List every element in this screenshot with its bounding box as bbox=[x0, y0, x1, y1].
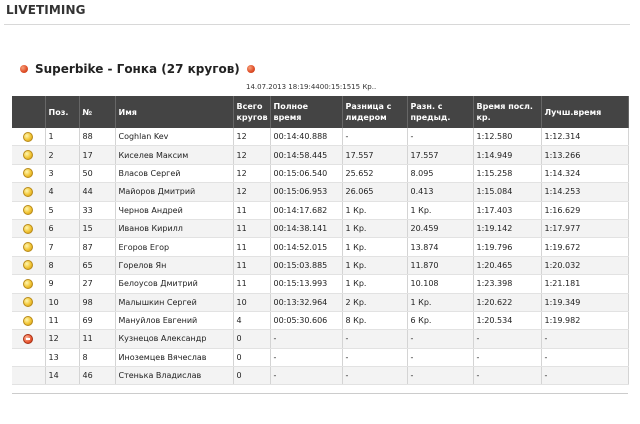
table-row bbox=[12, 201, 628, 219]
table-row bbox=[12, 330, 628, 348]
cell-number: 8 bbox=[79, 348, 115, 366]
cell-position: 13 bbox=[45, 348, 79, 366]
table-row bbox=[12, 238, 628, 256]
cell-position: 2 bbox=[45, 146, 79, 164]
cell-position: 12 bbox=[45, 330, 79, 348]
cell-total-time: 00:14:40.888 bbox=[270, 128, 342, 146]
cell-status bbox=[12, 219, 45, 237]
cell-total-time: 00:14:58.445 bbox=[270, 146, 342, 164]
cell-last-lap: 1:15.084 bbox=[473, 183, 541, 201]
cell-number: 69 bbox=[79, 311, 115, 329]
results-table bbox=[12, 96, 629, 385]
bullet-icon bbox=[20, 65, 28, 73]
cell-number: 46 bbox=[79, 367, 115, 385]
cell-total-laps: 0 bbox=[233, 367, 270, 385]
cell-last-lap: 1:19.796 bbox=[473, 238, 541, 256]
header-gap-leader: Разница с лидером bbox=[342, 96, 407, 128]
cell-best-lap: - bbox=[541, 367, 628, 385]
title-divider bbox=[4, 24, 630, 25]
cell-gap-previous: - bbox=[407, 348, 473, 366]
header-total-laps: Всего кругов bbox=[233, 96, 270, 128]
cell-last-lap: 1:19.142 bbox=[473, 219, 541, 237]
cell-gap-leader: 17.557 bbox=[342, 146, 407, 164]
cell-best-lap: 1:12.314 bbox=[541, 128, 628, 146]
cell-total-laps: 12 bbox=[233, 164, 270, 182]
finish-coin-icon bbox=[23, 132, 33, 142]
cell-gap-previous: 1 Кр. bbox=[407, 293, 473, 311]
cell-name: Майоров Дмитрий bbox=[115, 183, 233, 201]
cell-number: 65 bbox=[79, 256, 115, 274]
cell-name: Иванов Кирилл bbox=[115, 219, 233, 237]
cell-best-lap: 1:19.982 bbox=[541, 311, 628, 329]
cell-position: 10 bbox=[45, 293, 79, 311]
table-row bbox=[12, 146, 628, 164]
cell-name: Кузнецов Александр bbox=[115, 330, 233, 348]
cell-last-lap: 1:14.949 bbox=[473, 146, 541, 164]
finish-coin-icon bbox=[23, 187, 33, 197]
cell-total-laps: 12 bbox=[233, 146, 270, 164]
cell-gap-previous: 6 Кр. bbox=[407, 311, 473, 329]
cell-position: 4 bbox=[45, 183, 79, 201]
cell-total-time: 00:15:03.885 bbox=[270, 256, 342, 274]
cell-number: 17 bbox=[79, 146, 115, 164]
cell-number: 88 bbox=[79, 128, 115, 146]
header-name: Имя bbox=[115, 96, 233, 128]
cell-best-lap: 1:21.181 bbox=[541, 275, 628, 293]
cell-last-lap: 1:20.622 bbox=[473, 293, 541, 311]
cell-total-laps: 11 bbox=[233, 219, 270, 237]
cell-gap-previous: 13.874 bbox=[407, 238, 473, 256]
cell-number: 33 bbox=[79, 201, 115, 219]
cell-total-laps: 11 bbox=[233, 238, 270, 256]
cell-gap-leader: - bbox=[342, 348, 407, 366]
cell-gap-leader: 2 Кр. bbox=[342, 293, 407, 311]
cell-last-lap: - bbox=[473, 367, 541, 385]
cell-status bbox=[12, 238, 45, 256]
cell-gap-leader: 1 Кр. bbox=[342, 275, 407, 293]
cell-name: Малышкин Сергей bbox=[115, 293, 233, 311]
cell-total-time: - bbox=[270, 330, 342, 348]
cell-position: 11 bbox=[45, 311, 79, 329]
cell-best-lap: 1:17.977 bbox=[541, 219, 628, 237]
bullet-icon bbox=[247, 65, 255, 73]
cell-gap-leader: 1 Кр. bbox=[342, 201, 407, 219]
cell-best-lap: 1:16.629 bbox=[541, 201, 628, 219]
cell-total-time: - bbox=[270, 367, 342, 385]
cell-total-laps: 11 bbox=[233, 275, 270, 293]
cell-best-lap: 1:13.266 bbox=[541, 146, 628, 164]
header-last-lap: Время посл. кр. bbox=[473, 96, 541, 128]
finish-coin-icon bbox=[23, 224, 33, 234]
header-status bbox=[12, 96, 45, 128]
cell-gap-previous: 11.870 bbox=[407, 256, 473, 274]
cell-total-time: 00:14:52.015 bbox=[270, 238, 342, 256]
cell-name: Чернов Андрей bbox=[115, 201, 233, 219]
table-row bbox=[12, 348, 628, 366]
header-total-time: Полное время bbox=[270, 96, 342, 128]
table-row bbox=[12, 311, 628, 329]
cell-number: 15 bbox=[79, 219, 115, 237]
race-timestamp: 14.07.2013 18:19:4400:15:1515 Кр.. bbox=[246, 83, 377, 91]
header-position: Поз. bbox=[45, 96, 79, 128]
cell-last-lap: 1:20.465 bbox=[473, 256, 541, 274]
header-best-lap: Лучш.время bbox=[541, 96, 628, 128]
cell-best-lap: 1:14.253 bbox=[541, 183, 628, 201]
cell-gap-leader: 1 Кр. bbox=[342, 256, 407, 274]
cell-total-laps: 12 bbox=[233, 128, 270, 146]
retired-icon bbox=[23, 334, 33, 344]
results-header-row bbox=[12, 96, 628, 128]
cell-last-lap: - bbox=[473, 348, 541, 366]
cell-gap-leader: 1 Кр. bbox=[342, 219, 407, 237]
cell-status bbox=[12, 164, 45, 182]
cell-gap-previous: 20.459 bbox=[407, 219, 473, 237]
finish-coin-icon bbox=[23, 242, 33, 252]
table-row bbox=[12, 293, 628, 311]
race-heading bbox=[20, 61, 255, 77]
cell-number: 11 bbox=[79, 330, 115, 348]
cell-gap-previous: 8.095 bbox=[407, 164, 473, 182]
cell-number: 87 bbox=[79, 238, 115, 256]
cell-total-time: 00:15:13.993 bbox=[270, 275, 342, 293]
cell-best-lap: 1:14.324 bbox=[541, 164, 628, 182]
cell-status bbox=[12, 183, 45, 201]
cell-name: Киселев Максим bbox=[115, 146, 233, 164]
cell-total-laps: 11 bbox=[233, 256, 270, 274]
cell-name: Coghlan Kev bbox=[115, 128, 233, 146]
cell-last-lap: 1:15.258 bbox=[473, 164, 541, 182]
cell-position: 3 bbox=[45, 164, 79, 182]
cell-gap-leader: - bbox=[342, 367, 407, 385]
table-row bbox=[12, 256, 628, 274]
cell-name: Мануйлов Евгений bbox=[115, 311, 233, 329]
cell-gap-previous: 0.413 bbox=[407, 183, 473, 201]
cell-number: 50 bbox=[79, 164, 115, 182]
cell-total-time: 00:13:32.964 bbox=[270, 293, 342, 311]
cell-name: Власов Сергей bbox=[115, 164, 233, 182]
cell-number: 98 bbox=[79, 293, 115, 311]
cell-status bbox=[12, 348, 45, 366]
cell-total-laps: 12 bbox=[233, 183, 270, 201]
cell-position: 5 bbox=[45, 201, 79, 219]
cell-last-lap: - bbox=[473, 330, 541, 348]
cell-last-lap: 1:23.398 bbox=[473, 275, 541, 293]
cell-gap-previous: 1 Кр. bbox=[407, 201, 473, 219]
cell-position: 1 bbox=[45, 128, 79, 146]
header-gap-previous: Разн. с предыд. bbox=[407, 96, 473, 128]
cell-total-time: 00:14:17.682 bbox=[270, 201, 342, 219]
cell-gap-previous: 17.557 bbox=[407, 146, 473, 164]
finish-coin-icon bbox=[23, 205, 33, 215]
cell-name: Егоров Егор bbox=[115, 238, 233, 256]
table-row bbox=[12, 367, 628, 385]
cell-gap-leader: - bbox=[342, 128, 407, 146]
cell-gap-leader: 1 Кр. bbox=[342, 238, 407, 256]
table-row bbox=[12, 219, 628, 237]
cell-status bbox=[12, 367, 45, 385]
cell-total-time: 00:14:38.141 bbox=[270, 219, 342, 237]
table-row bbox=[12, 275, 628, 293]
cell-name: Горелов Ян bbox=[115, 256, 233, 274]
cell-total-laps: 11 bbox=[233, 201, 270, 219]
cell-last-lap: 1:20.534 bbox=[473, 311, 541, 329]
cell-status bbox=[12, 146, 45, 164]
cell-position: 14 bbox=[45, 367, 79, 385]
cell-total-time: 00:15:06.540 bbox=[270, 164, 342, 182]
cell-total-laps: 10 bbox=[233, 293, 270, 311]
bottom-divider bbox=[12, 393, 628, 394]
cell-gap-leader: - bbox=[342, 330, 407, 348]
cell-position: 8 bbox=[45, 256, 79, 274]
cell-total-laps: 4 bbox=[233, 311, 270, 329]
cell-name: Стенька Владислав bbox=[115, 367, 233, 385]
cell-gap-leader: 8 Кр. bbox=[342, 311, 407, 329]
cell-status bbox=[12, 128, 45, 146]
cell-name: Белоусов Дмитрий bbox=[115, 275, 233, 293]
finish-coin-icon bbox=[23, 297, 33, 307]
cell-last-lap: 1:12.580 bbox=[473, 128, 541, 146]
cell-number: 27 bbox=[79, 275, 115, 293]
cell-best-lap: - bbox=[541, 348, 628, 366]
cell-best-lap: 1:20.032 bbox=[541, 256, 628, 274]
table-row bbox=[12, 183, 628, 201]
cell-status bbox=[12, 330, 45, 348]
table-row bbox=[12, 128, 628, 146]
cell-total-laps: 0 bbox=[233, 348, 270, 366]
cell-position: 9 bbox=[45, 275, 79, 293]
race-title: Superbike - Гонка (27 кругов) bbox=[35, 62, 240, 76]
finish-coin-icon bbox=[23, 150, 33, 160]
cell-gap-previous: - bbox=[407, 367, 473, 385]
cell-status bbox=[12, 293, 45, 311]
finish-coin-icon bbox=[23, 316, 33, 326]
cell-name: Иноземцев Вячеслав bbox=[115, 348, 233, 366]
cell-gap-leader: 25.652 bbox=[342, 164, 407, 182]
cell-total-time: 00:05:30.606 bbox=[270, 311, 342, 329]
cell-gap-previous: - bbox=[407, 330, 473, 348]
cell-best-lap: 1:19.672 bbox=[541, 238, 628, 256]
header-number: № bbox=[79, 96, 115, 128]
cell-position: 6 bbox=[45, 219, 79, 237]
cell-status bbox=[12, 256, 45, 274]
cell-total-time: - bbox=[270, 348, 342, 366]
cell-best-lap: 1:19.349 bbox=[541, 293, 628, 311]
cell-status bbox=[12, 201, 45, 219]
cell-gap-leader: 26.065 bbox=[342, 183, 407, 201]
cell-best-lap: - bbox=[541, 330, 628, 348]
cell-gap-previous: 10.108 bbox=[407, 275, 473, 293]
cell-total-laps: 0 bbox=[233, 330, 270, 348]
cell-last-lap: 1:17.403 bbox=[473, 201, 541, 219]
page-title: LIVETIMING bbox=[6, 3, 86, 17]
cell-number: 44 bbox=[79, 183, 115, 201]
finish-coin-icon bbox=[23, 279, 33, 289]
cell-total-time: 00:15:06.953 bbox=[270, 183, 342, 201]
finish-coin-icon bbox=[23, 168, 33, 178]
cell-status bbox=[12, 275, 45, 293]
table-row bbox=[12, 164, 628, 182]
cell-status bbox=[12, 311, 45, 329]
cell-position: 7 bbox=[45, 238, 79, 256]
cell-gap-previous: - bbox=[407, 128, 473, 146]
finish-coin-icon bbox=[23, 260, 33, 270]
